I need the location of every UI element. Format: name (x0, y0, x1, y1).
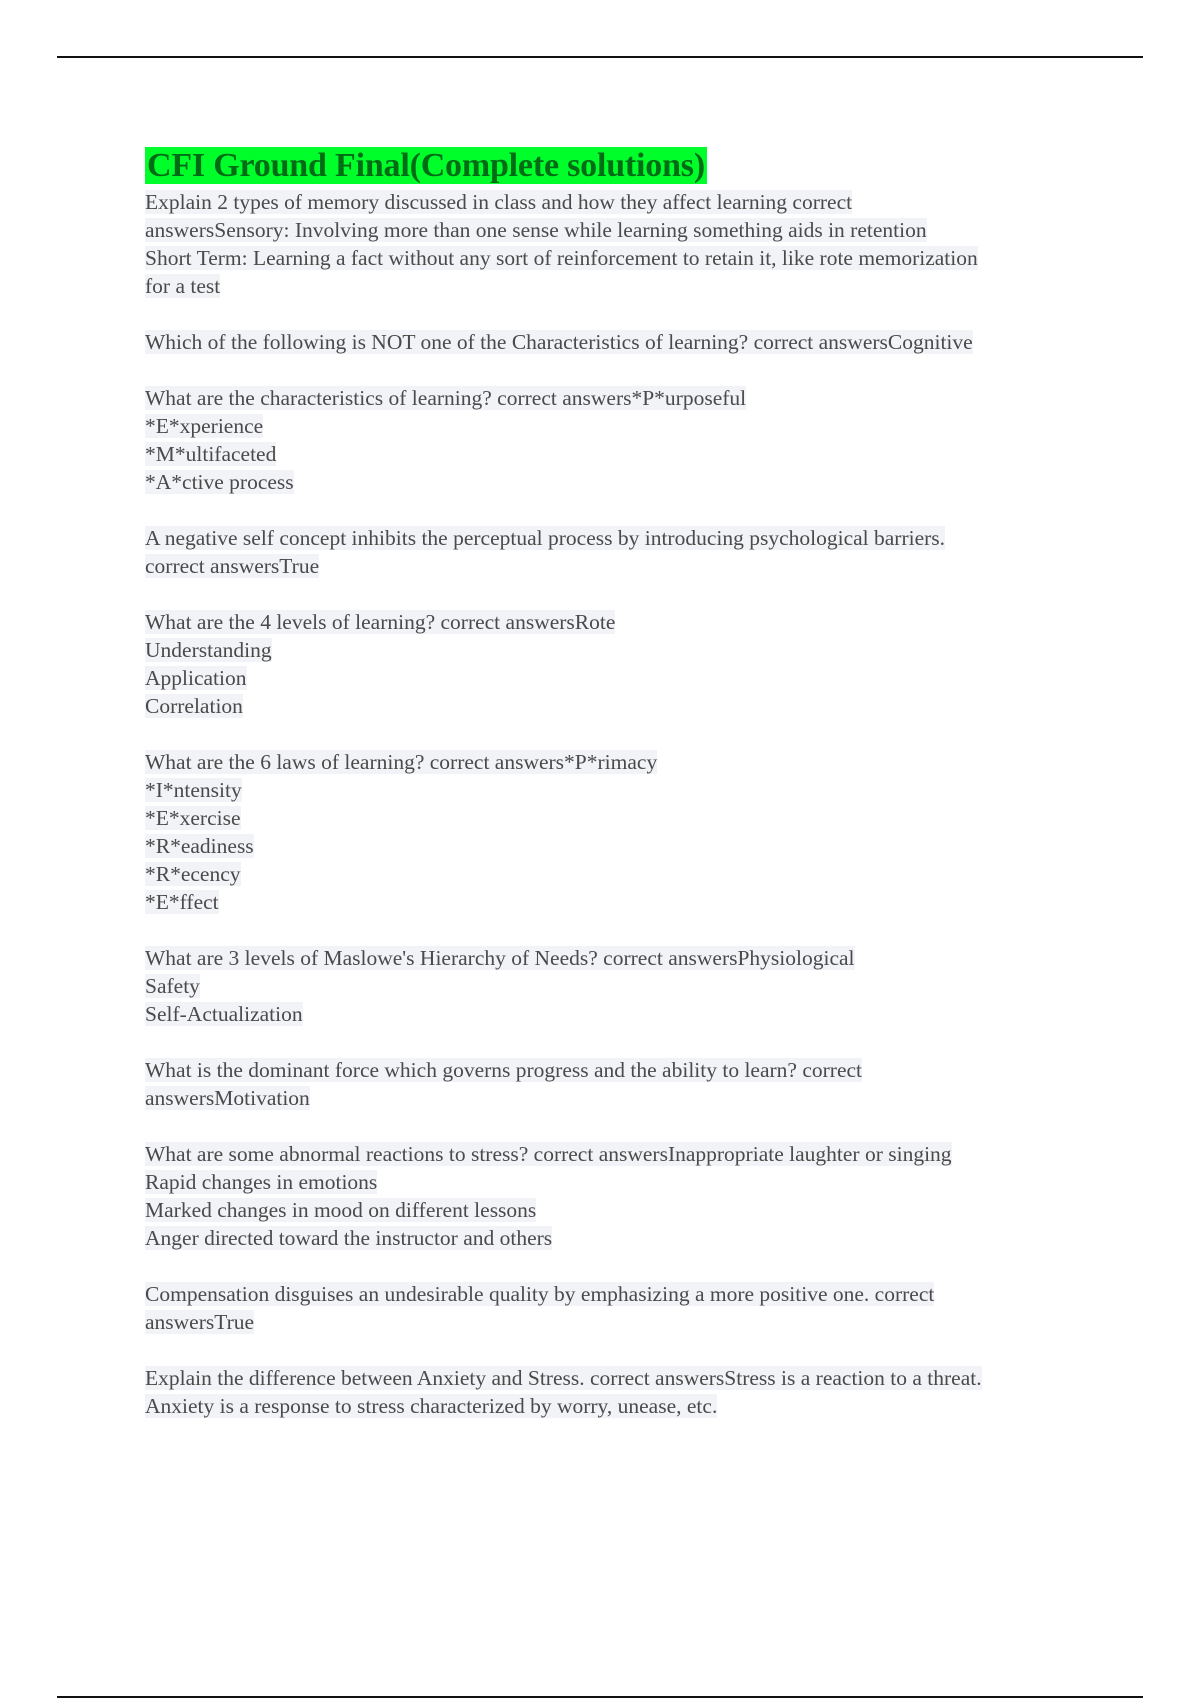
entry-line: answersTrue (145, 1310, 255, 1334)
entry-line: What are the 6 laws of learning? correct answers*P*rimacy (145, 750, 658, 774)
entry-line: Which of the following is NOT one of the Characteristics of learning? correct answersCognitive (145, 330, 973, 354)
entry-line: Explain the difference between Anxiety and Stress. correct answersStress is a reaction to a threat. (145, 1366, 982, 1390)
entry-line: *R*ecency (145, 862, 241, 886)
entry-line: Explain 2 types of memory discussed in class and how they affect learning correct (145, 190, 853, 214)
entry-line: What are 3 levels of Maslowe's Hierarchy of Needs? correct answersPhysiological (145, 946, 855, 970)
document-title: CFI Ground Final(Complete solutions) (147, 147, 705, 184)
entry-line: Anxiety is a response to stress characterized by worry, unease, etc. (145, 1394, 718, 1418)
entry-line: What are the 4 levels of learning? correct answersRote (145, 610, 616, 634)
qa-entry (145, 1280, 1105, 1336)
entry-line: Application (145, 666, 247, 690)
entry-line: Safety (145, 974, 200, 998)
entry-line: answersMotivation (145, 1086, 310, 1110)
qa-entry (145, 1364, 1105, 1420)
entry-line: *R*eadiness (145, 834, 254, 858)
qa-entry (145, 608, 1105, 720)
title-block (145, 146, 1105, 186)
entry-line: A negative self concept inhibits the perceptual process by introducing psychological barriers. (145, 526, 946, 550)
entry-line: answersSensory: Involving more than one sense while learning something aids in retention (145, 218, 927, 242)
entry-line: Self-Actualization (145, 1002, 303, 1026)
qa-entry (145, 524, 1105, 580)
qa-entry (145, 1056, 1105, 1112)
entry-line: *E*xperience (145, 414, 264, 438)
bottom-rule (57, 1696, 1143, 1698)
entry-line: Correlation (145, 694, 243, 718)
entry-line: Understanding (145, 638, 272, 662)
entry-line: correct answersTrue (145, 554, 320, 578)
document-body (145, 146, 1105, 1448)
entry-line: Rapid changes in emotions (145, 1170, 378, 1194)
entry-line: *E*xercise (145, 806, 241, 830)
entry-line: Short Term: Learning a fact without any sort of reinforcement to retain it, like rote memorization (145, 246, 978, 270)
entry-line: Marked changes in mood on different lessons (145, 1198, 537, 1222)
entry-line: *I*ntensity (145, 778, 242, 802)
qa-entry (145, 328, 1105, 356)
entry-line: Compensation disguises an undesirable quality by emphasizing a more positive one. correct (145, 1282, 935, 1306)
qa-entry (145, 748, 1105, 916)
entry-line: What is the dominant force which governs progress and the ability to learn? correct (145, 1058, 863, 1082)
entry-line: Anger directed toward the instructor and others (145, 1226, 553, 1250)
qa-entry (145, 384, 1105, 496)
qa-entry (145, 188, 1105, 300)
entry-line: *E*ffect (145, 890, 219, 914)
qa-entry (145, 1140, 1105, 1252)
entry-line: What are some abnormal reactions to stress? correct answersInappropriate laughter or singing (145, 1142, 952, 1166)
qa-entry (145, 944, 1105, 1028)
entry-line: *M*ultifaceted (145, 442, 277, 466)
entry-line: What are the characteristics of learning? correct answers*P*urposeful (145, 386, 747, 410)
entry-line: for a test (145, 274, 221, 298)
top-rule (57, 56, 1143, 58)
entry-line: *A*ctive process (145, 470, 294, 494)
